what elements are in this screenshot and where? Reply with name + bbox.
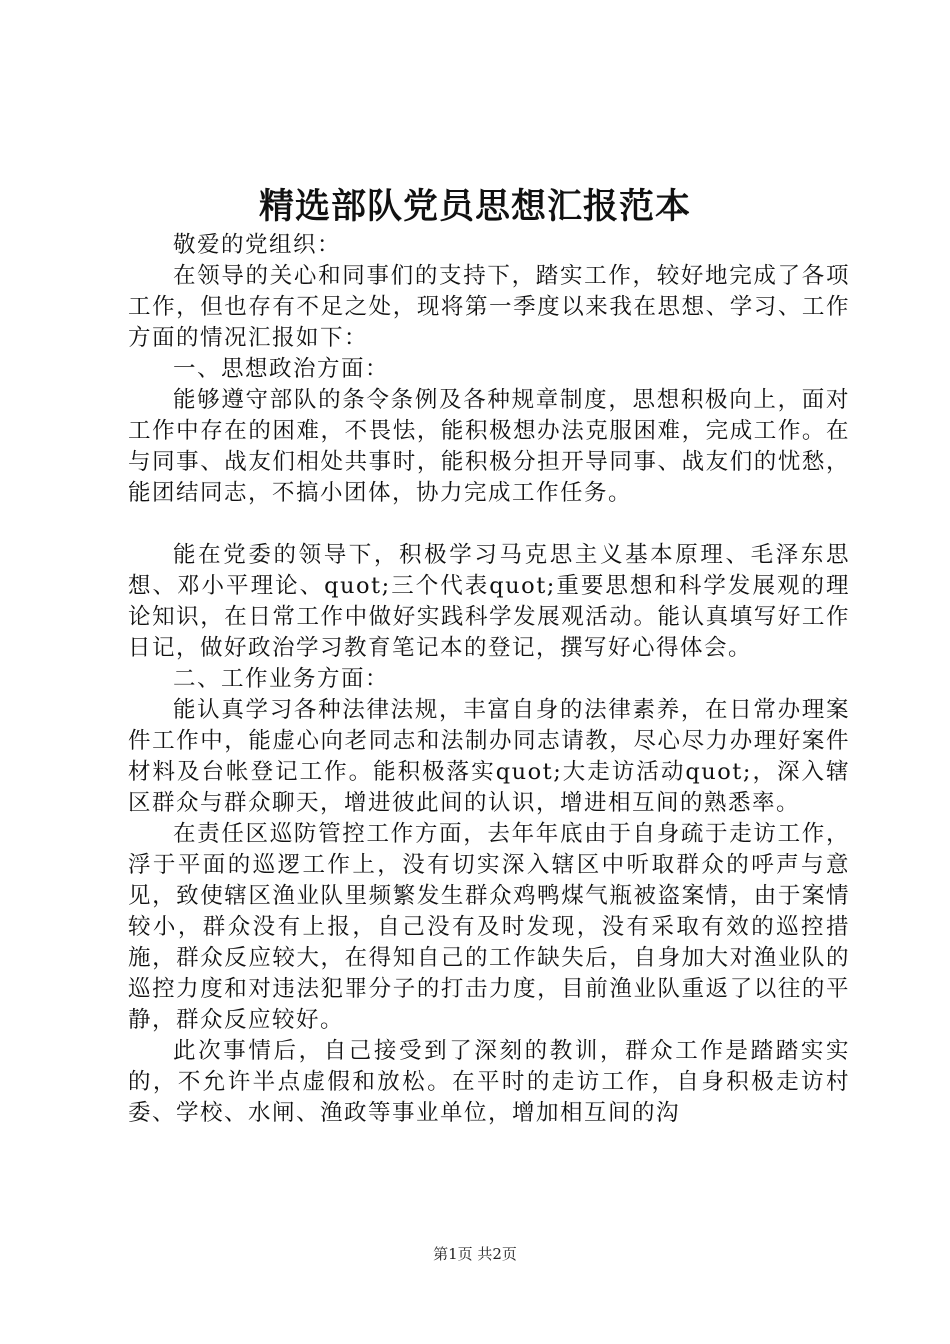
paragraph-work-lesson: 此次事情后，自己接受到了深刻的教训，群众工作是踏踏实实的，不允许半点虚假和放松。在平时的走访工作，自身积极走访村委、学校、水闸、渔政等事业单位，增加相互间的沟 <box>128 1038 850 1126</box>
paragraph-work-law-study: 能认真学习各种法律法规，丰富自身的法律素养，在日常办理案件工作中，能虚心向老同志和法制办同志请教，尽心尽力办理好案件材料及台帐登记工作。能积极落实quot;大走访活动quot;，深入辖区群众与群众聊天，增进彼此间的认识，增进相互间的熟悉率。 <box>128 697 850 816</box>
paragraph-ideology-study: 能在党委的领导下，积极学习马克思主义基本原理、毛泽东思想、邓小平理论、quot;三个代表quot;重要思想和科学发展观的理论知识，在日常工作中做好实践科学发展观活动。能认真填写好工作日记，做好政治学习教育笔记本的登记，撰写好心得体会。 <box>128 542 850 661</box>
document-body <box>128 230 850 1129</box>
salutation: 敬爱的党组织： <box>173 232 342 258</box>
section-heading-ideology: 一、思想政治方面： <box>173 356 390 382</box>
section-heading-work: 二、工作业务方面： <box>173 666 390 692</box>
intro-paragraph: 在领导的关心和同事们的支持下，踏实工作，较好地完成了各项工作，但也存有不足之处，现将第一季度以来我在思想、学习、工作方面的情况汇报如下： <box>128 263 850 351</box>
paragraph-ideology-conduct: 能够遵守部队的条令条例及各种规章制度，思想积极向上，面对工作中存在的困难，不畏怯，能积极想办法克服困难，完成工作。在与同事、战友们相处共事时，能积极分担开导同事、战友们的忧愁，能团结同志，不搞小团体，协力完成工作任务。 <box>128 387 850 506</box>
paragraph-work-patrol: 在责任区巡防管控工作方面，去年年底由于自身疏于走访工作，浮于平面的巡逻工作上，没有切实深入辖区中听取群众的呼声与意见，致使辖区渔业队里频繁发生群众鸡鸭煤气瓶被盗案情，由于案情较小，群众没有上报，自己没有及时发现，没有采取有效的巡控措施，群众反应较大，在得知自己的工作缺失后，自身加大对渔业队的巡控力度和对违法犯罪分子的打击力度，目前渔业队重返了以往的平静，群众反应较好。 <box>128 821 850 1033</box>
document-title: 精选部队党员思想汇报范本 <box>258 186 691 227</box>
page-number-footer: 第1页 共2页 <box>433 1245 517 1263</box>
